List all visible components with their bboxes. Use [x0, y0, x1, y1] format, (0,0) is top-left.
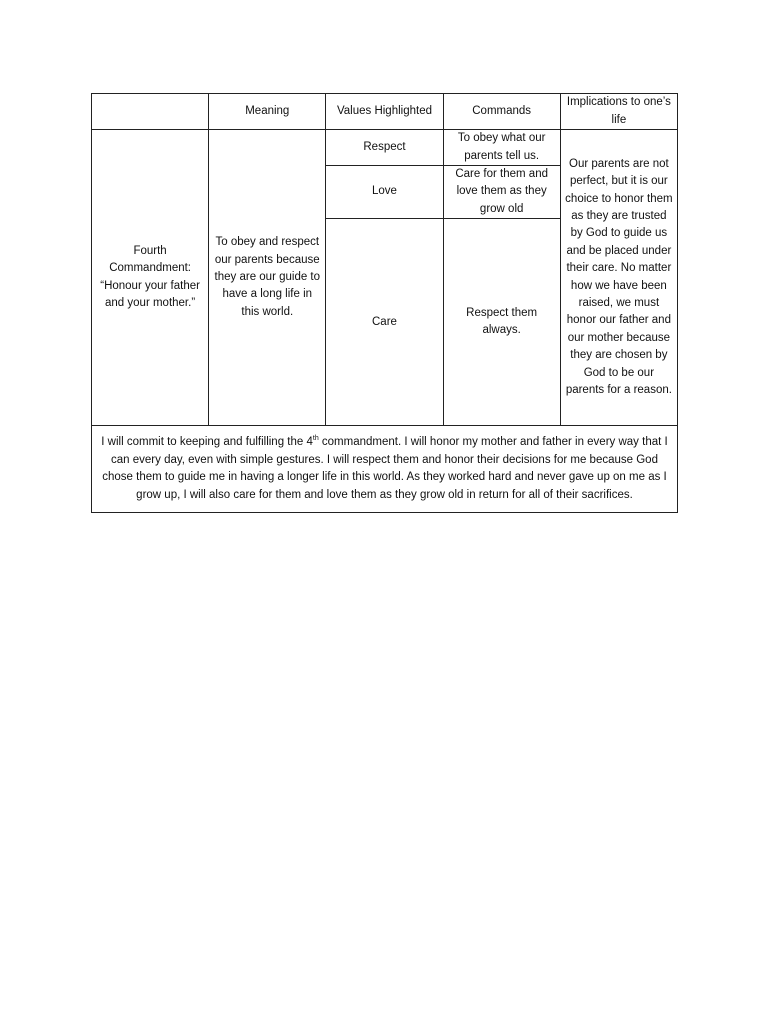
ordinal-superscript: th	[312, 435, 319, 443]
command-cell-love: Care for them and love them as they grow old	[443, 166, 560, 219]
header-row	[92, 94, 678, 130]
header-values-highlighted: Values Highlighted	[326, 94, 443, 130]
table-row	[92, 130, 678, 166]
reflection-text-start: I will commit to keeping and fulfilling the 4	[101, 436, 313, 449]
value-cell-respect: Respect	[326, 130, 443, 166]
commandment-cell: Fourth Commandment: “Honour your father and your mother.”	[92, 130, 209, 426]
commandment-table	[91, 93, 678, 513]
header-blank-cell	[92, 94, 209, 130]
implications-cell: Our parents are not perfect, but it is our choice to honor them as they are trusted by God to guide us and be placed under their care. No matter how we have been raised, we must honor our father and our mother because they are chosen by God to be our parents for a reason.	[560, 130, 677, 426]
value-cell-love: Love	[326, 166, 443, 219]
reflection-row	[92, 426, 678, 513]
command-cell-respect: To obey what our parents tell us.	[443, 130, 560, 166]
header-commands: Commands	[443, 94, 560, 130]
meaning-cell: To obey and respect our parents because they are our guide to have a long life in this world.	[209, 130, 326, 426]
reflection-cell	[92, 426, 678, 513]
header-implications: Implications to one’s life	[560, 94, 677, 130]
command-cell-care: Respect them always.	[443, 219, 560, 426]
value-cell-care: Care	[326, 219, 443, 426]
reflection-text-end: commandment. I will honor my mother and father in every way that I can every day, even with simple gestures. I will respect them and honor their decisions for me because God chose them to guide me in having a longer life in this world. As they worked hard and never gave up on me as I grow up, I will also care for them and love them as they grow old in return for all of their sacrifices.	[102, 436, 668, 501]
header-meaning: Meaning	[209, 94, 326, 130]
